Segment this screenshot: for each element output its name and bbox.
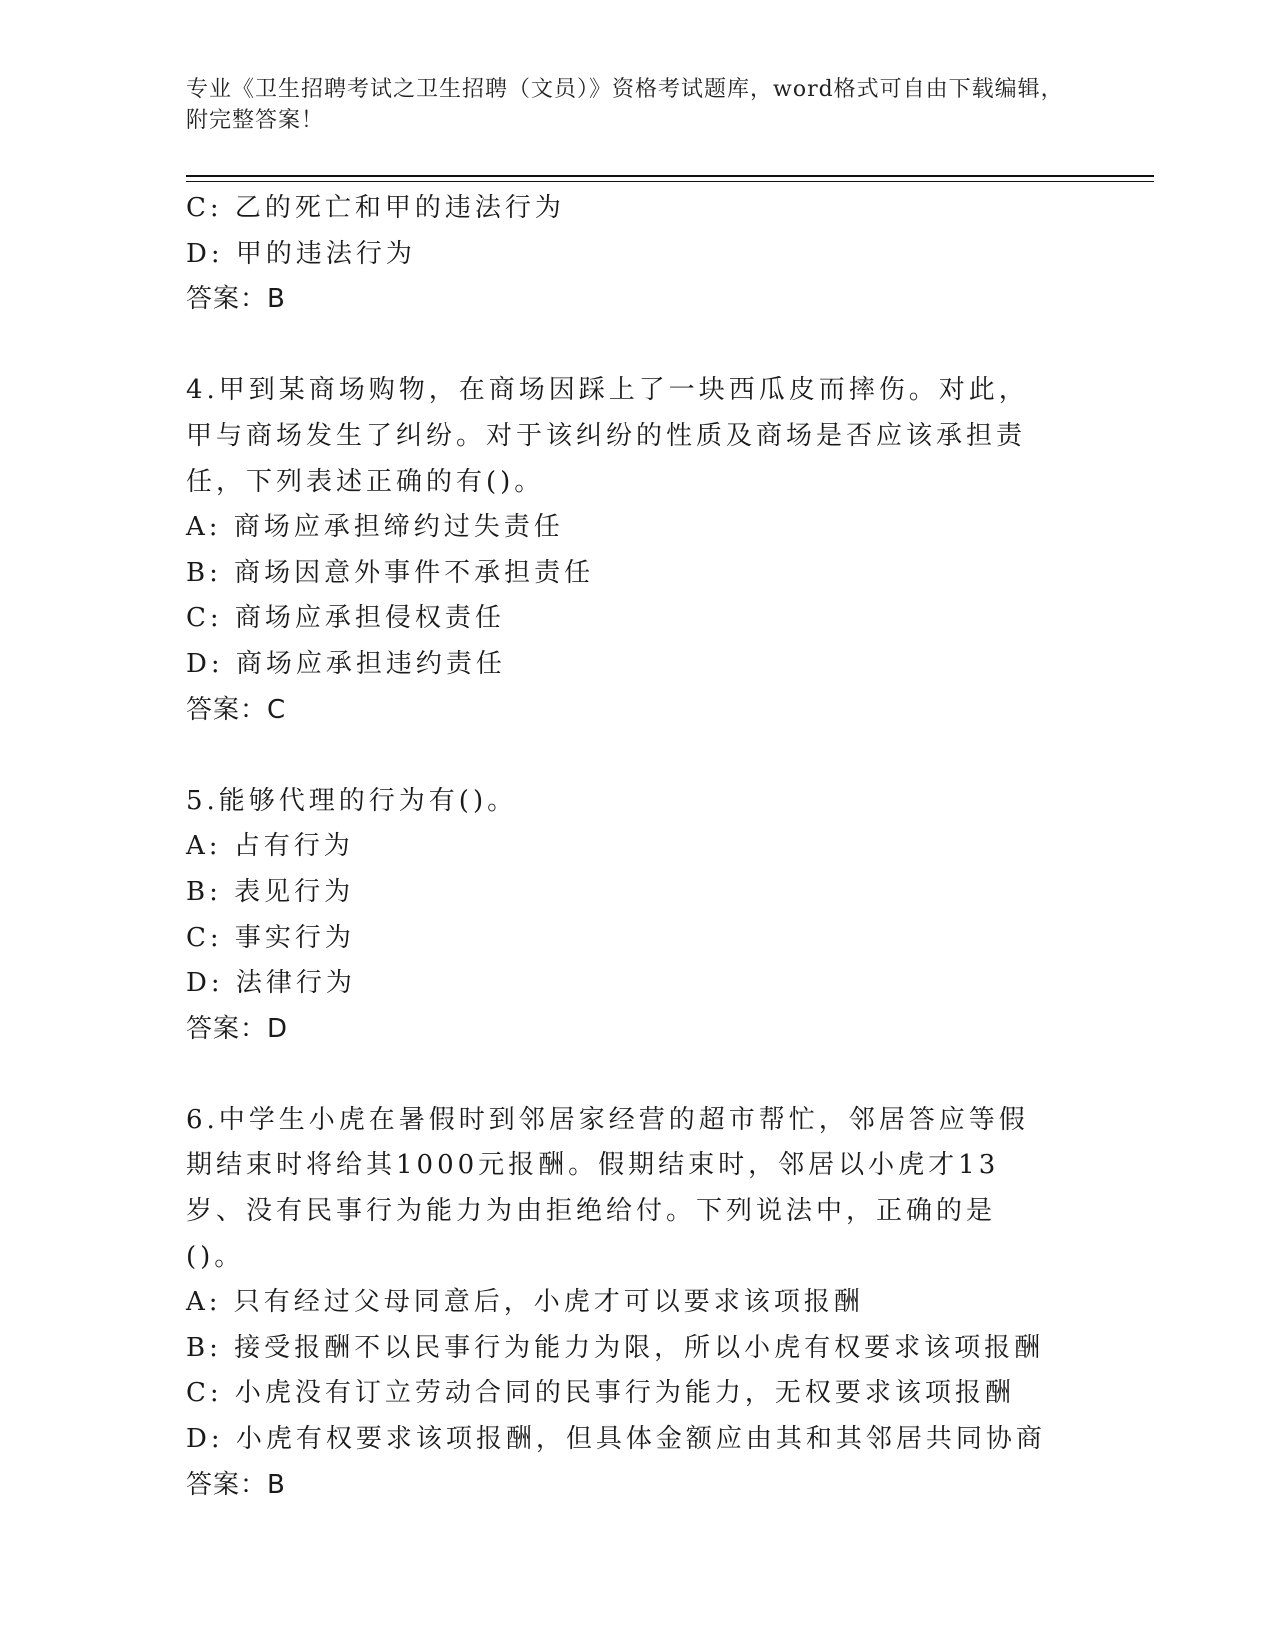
header-rule-thick xyxy=(186,175,1154,177)
question-6 xyxy=(186,1098,1066,1508)
option-b: B: 表见行为 xyxy=(186,876,355,907)
option-a: A: 商场应承担缔约过失责任 xyxy=(186,512,564,543)
option-b: B: 商场因意外事件不承担责任 xyxy=(186,557,595,588)
carryover-block xyxy=(186,186,1066,323)
option-d: D: 法律行为 xyxy=(186,968,356,999)
spacer xyxy=(186,733,1066,779)
question-5 xyxy=(186,779,1066,1053)
spacer xyxy=(186,1052,1066,1098)
option-d: D: 小虎有权要求该项报酬，但具体金额应由其和其邻居共同协商 xyxy=(186,1424,1046,1455)
question-text: 4.甲到某商场购物，在商场因踩上了一块西瓜皮而摔伤。对此，甲与商场发生了纠纷。对于该纠纷的性质及商场是否应该承担责任，下列表述正确的有()。 xyxy=(186,375,1029,497)
option-a: A: 只有经过父母同意后，小虎才可以要求该项报酬 xyxy=(186,1287,864,1318)
option-d: D: 商场应承担违约责任 xyxy=(186,648,506,679)
answer-line: 答案：C xyxy=(186,694,287,725)
answer-line: 答案：D xyxy=(186,1013,289,1044)
option-c: C: 小虎没有订立劳动合同的民事行为能力，无权要求该项报酬 xyxy=(186,1378,1015,1409)
option-d: D: 甲的违法行为 xyxy=(186,238,416,269)
question-4 xyxy=(186,368,1066,733)
spacer xyxy=(186,323,1066,369)
option-a: A: 占有行为 xyxy=(186,831,354,862)
answer-line: 答案：B xyxy=(186,1469,286,1500)
question-content xyxy=(186,186,1066,1508)
header-rule-thin xyxy=(186,181,1154,182)
option-c: C: 商场应承担侵权责任 xyxy=(186,603,505,634)
option-c: C: 事实行为 xyxy=(186,922,355,953)
document-header: 专业《卫生招聘考试之卫生招聘（文员）》资格考试题库，word格式可自由下载编辑，附完整答案！ xyxy=(186,77,1064,133)
option-c: C: 乙的死亡和甲的违法行为 xyxy=(186,193,565,223)
question-text: 6.中学生小虎在暑假时到邻居家经营的超市帮忙，邻居答应等假期结束时将给其1000元报酬。假期结束时，邻居以小虎才13岁、没有民事行为能力为由拒绝给付。下列说法中，正确的是()。 xyxy=(186,1104,1029,1272)
option-b: B: 接受报酬不以民事行为能力为限，所以小虎有权要求该项报酬 xyxy=(186,1332,1045,1363)
question-text: 5.能够代理的行为有()。 xyxy=(186,785,518,816)
answer-line: 答案：B xyxy=(186,284,286,315)
